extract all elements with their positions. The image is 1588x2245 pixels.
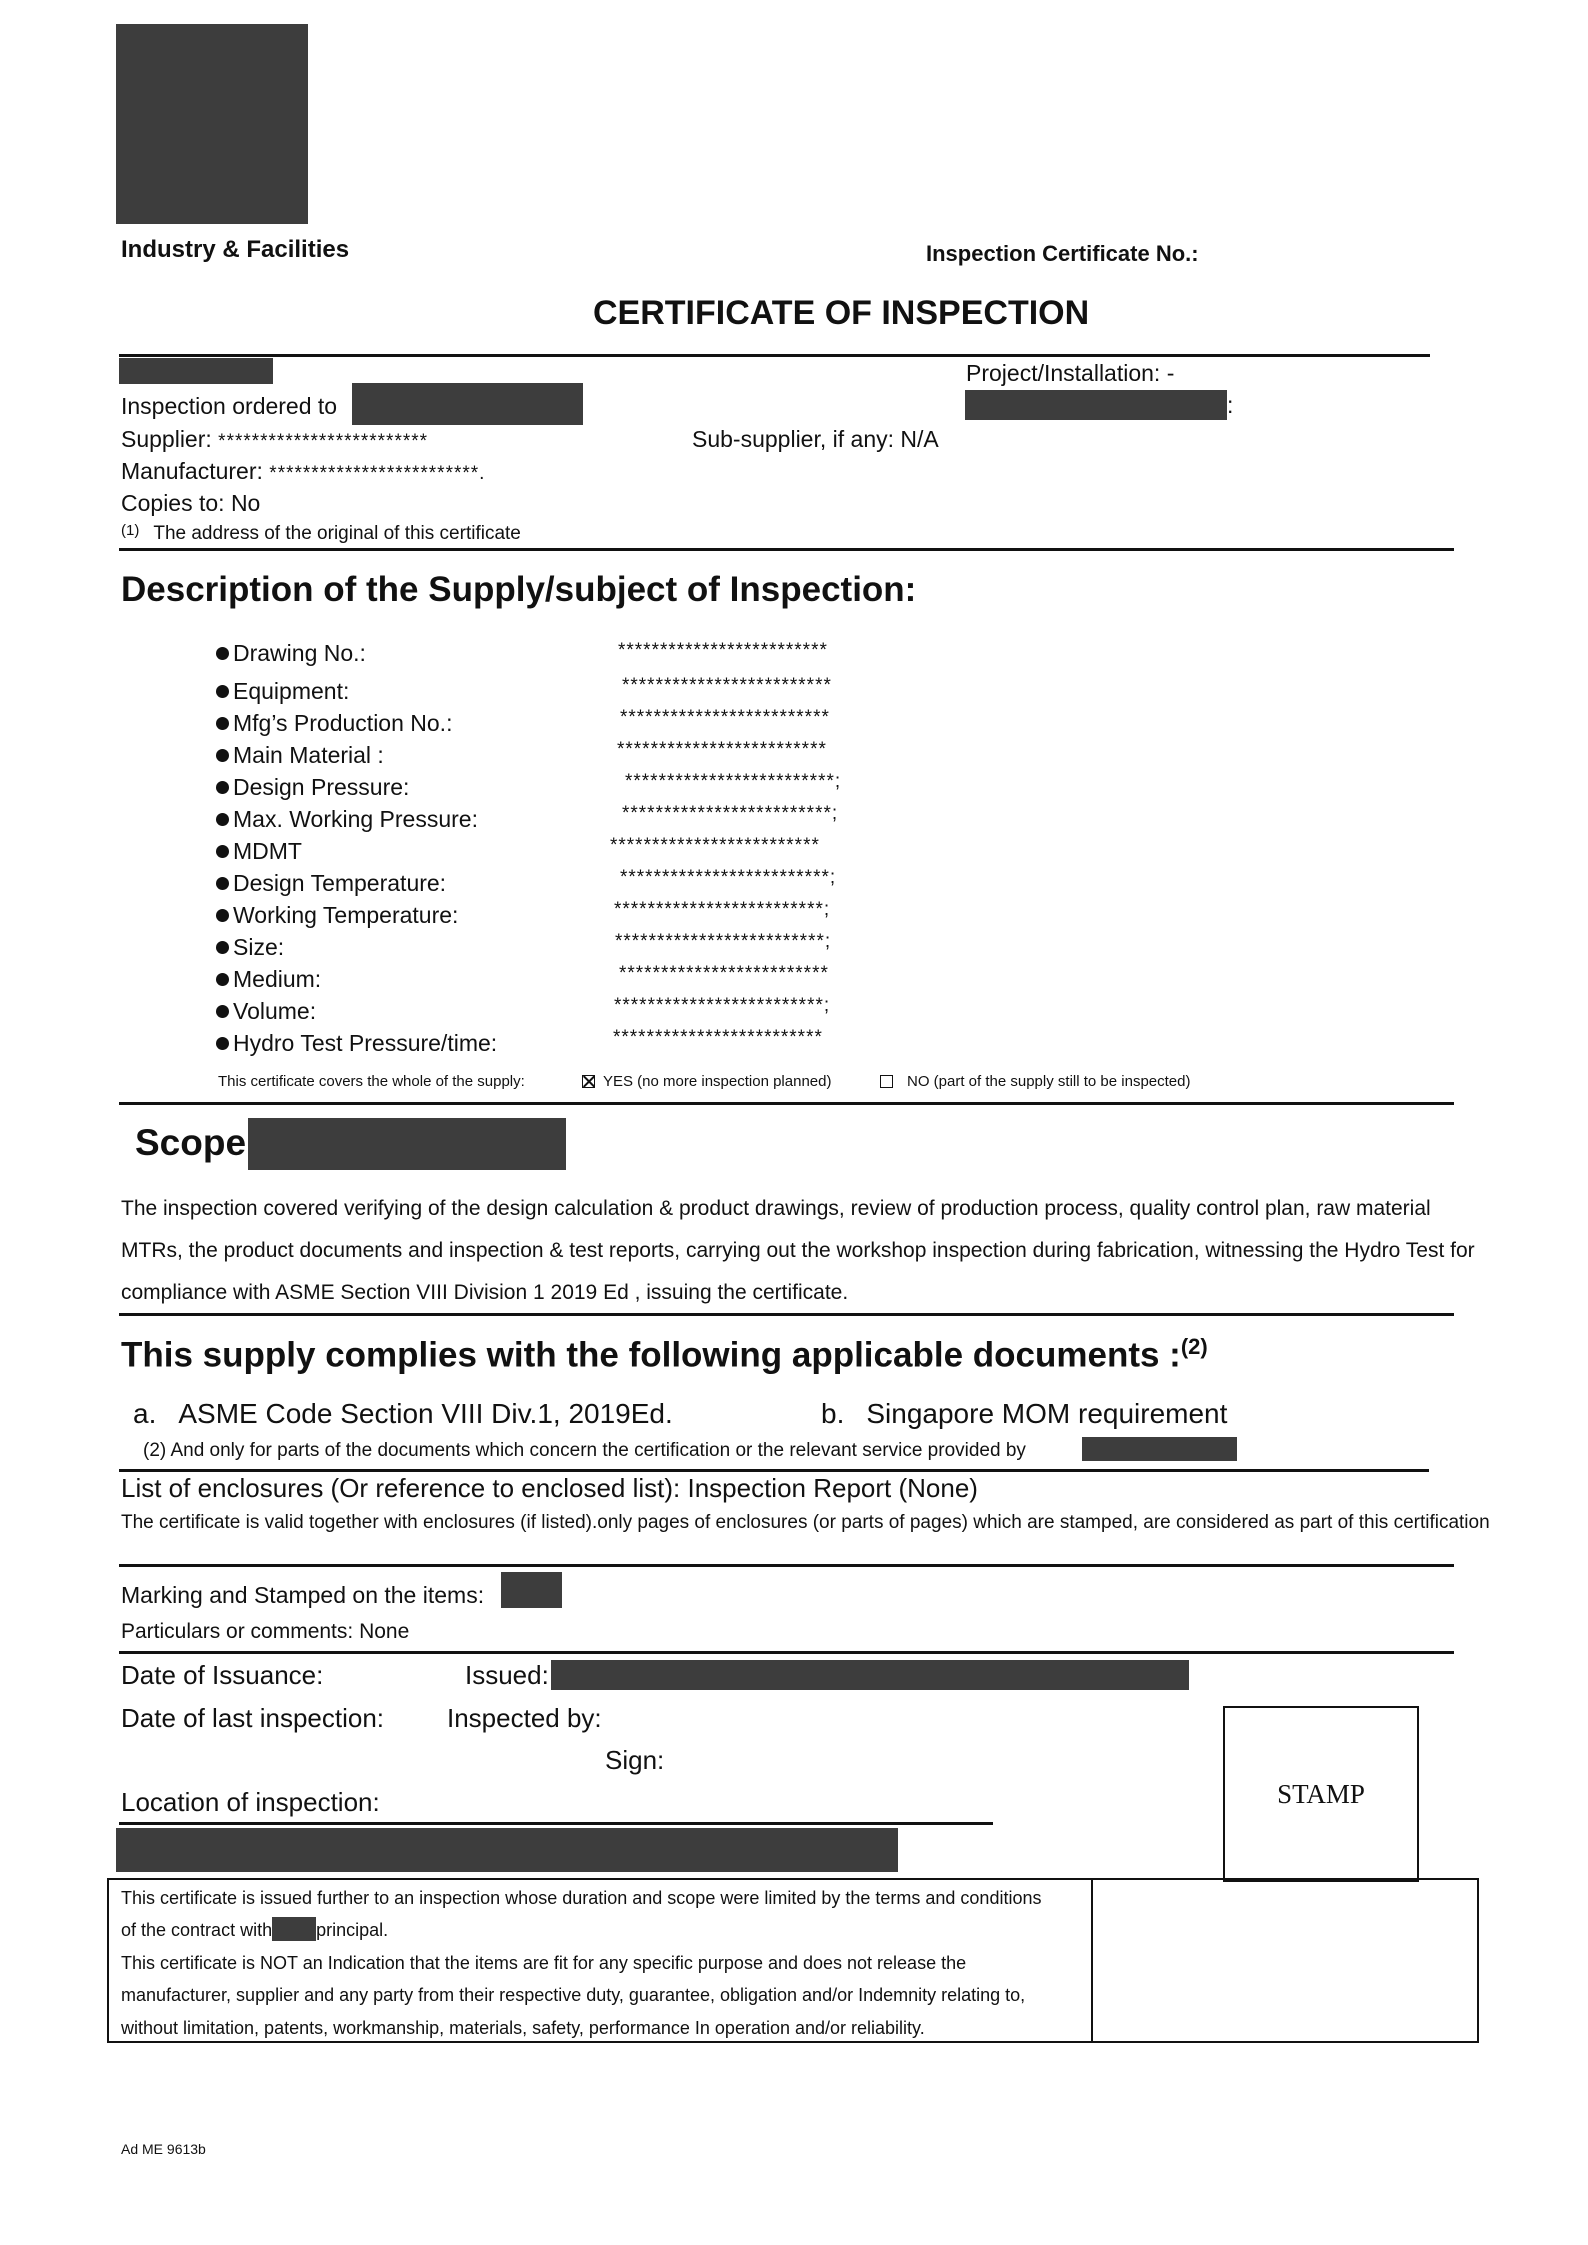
- desc-label: [216, 902, 458, 929]
- bullet-icon: [216, 1005, 229, 1018]
- bullet-icon: [216, 717, 229, 730]
- scope-heading: Scope: [135, 1122, 247, 1163]
- form-code: Ad ME 9613b: [121, 2141, 206, 2157]
- disclaimer-line5: without limitation, patents, workmanship, materials, safety, performance In operation and/or reliability.: [121, 2018, 925, 2038]
- desc-value: *************************: [613, 1027, 823, 1048]
- desc-label: [216, 966, 321, 993]
- desc-value: *************************: [617, 739, 827, 760]
- coverage-yes: [582, 1073, 831, 1090]
- copies-label: Copies to: No: [121, 490, 261, 516]
- desc-label: [216, 838, 302, 865]
- desc-label-text: Drawing No.:: [233, 640, 366, 666]
- stamp-label: STAMP: [1277, 1778, 1365, 1809]
- compliance-footnote: (2) And only for parts of the documents which concern the certification or the relevant service provided by: [143, 1440, 1026, 1461]
- doc-a-marker: a.: [133, 1398, 157, 1429]
- manufacturer-row: [121, 458, 485, 485]
- doc-b: [821, 1398, 1227, 1430]
- doc-b-text: Singapore MOM requirement: [866, 1398, 1228, 1429]
- project-label: Project/Installation: -: [966, 360, 1175, 386]
- bullet-icon: [216, 909, 229, 922]
- desc-label-text: Equipment:: [233, 678, 350, 704]
- compliance-heading-text: This supply complies with the following applicable documents :: [121, 1335, 1181, 1375]
- logo-redacted: [116, 24, 308, 224]
- desc-label: [216, 640, 366, 667]
- desc-value: *************************: [622, 675, 832, 696]
- project-redacted: [965, 390, 1227, 420]
- coverage-no: [880, 1073, 1190, 1090]
- bullet-icon: [216, 813, 229, 826]
- sign-label: Sign:: [605, 1745, 665, 1775]
- divider: [119, 1564, 1454, 1567]
- divider: [119, 1469, 1429, 1472]
- date-issuance-label: Date of Issuance:: [121, 1660, 324, 1690]
- divider: [119, 548, 1454, 551]
- checkbox-checked-icon: [582, 1075, 595, 1088]
- disclaimer-divider: [1091, 1880, 1093, 2041]
- bullet-icon: [216, 973, 229, 986]
- desc-value: *************************;: [622, 803, 839, 824]
- desc-label-text: Hydro Test Pressure/time:: [233, 1030, 498, 1056]
- location-redacted: [116, 1828, 898, 1872]
- cert-no-label: Inspection Certificate No.:: [926, 241, 1199, 266]
- enclosures-validity: The certificate is valid together with enclosures (if listed).only pages of enclosures (or parts of pages) which are stamped, are considered as part of this certification: [121, 1512, 1490, 1533]
- desc-label: [216, 774, 409, 801]
- desc-label-text: Size:: [233, 934, 285, 960]
- supplier-label-text: Supplier:: [121, 426, 212, 452]
- redacted-block: [119, 358, 273, 384]
- ordered-to-redacted: [352, 383, 583, 425]
- desc-value: *************************: [610, 835, 820, 856]
- bullet-icon: [216, 941, 229, 954]
- desc-label: [216, 742, 384, 769]
- compliance-heading-sup: (2): [1180, 1334, 1208, 1359]
- enclosures-list: List of enclosures (Or reference to enclosed list): Inspection Report (None): [121, 1473, 978, 1503]
- disclaimer-line3: This certificate is NOT an Indication that the items are fit for any specific purpose and does not release the: [121, 1953, 967, 1973]
- desc-label-text: Main Material :: [233, 742, 384, 768]
- project-colon: :: [1227, 392, 1234, 418]
- doc-a-text: ASME Code Section VIII Div.1, 2019Ed.: [178, 1398, 673, 1429]
- manufacturer-label: Manufacturer:: [121, 458, 263, 484]
- stamp-box: [1223, 1706, 1419, 1882]
- desc-label-text: Mfg’s Production No.:: [233, 710, 453, 736]
- desc-label-text: Working Temperature:: [233, 902, 459, 928]
- desc-label-text: MDMT: [233, 838, 302, 864]
- desc-label-text: Design Temperature:: [233, 870, 447, 896]
- desc-label: [216, 998, 316, 1025]
- bullet-icon: [216, 1037, 229, 1050]
- desc-label: [216, 678, 349, 705]
- desc-label: [216, 934, 284, 961]
- divider: [119, 354, 1430, 357]
- doc-b-marker: b.: [821, 1398, 845, 1429]
- footnote-text: The address of the original of this certificate: [153, 523, 521, 544]
- manufacturer-value: *************************.: [269, 463, 486, 484]
- supplier-label: [121, 426, 428, 453]
- coverage-row: [218, 1073, 525, 1090]
- subsupplier-label: Sub-supplier, if any: N/A: [692, 426, 939, 452]
- desc-value: *************************;: [620, 867, 837, 888]
- page-title: CERTIFICATE OF INSPECTION: [593, 294, 1090, 332]
- desc-label: [216, 870, 446, 897]
- desc-value: *************************: [618, 640, 828, 661]
- disclaimer-line2b: principal.: [316, 1920, 389, 1940]
- desc-value: *************************: [619, 963, 829, 984]
- checkbox-empty-icon: [880, 1075, 893, 1088]
- scope-redacted: [248, 1118, 566, 1170]
- inspection-ordered-label: Inspection ordered to: [121, 393, 338, 419]
- doc-a: [133, 1398, 673, 1430]
- disclaimer-line2: [121, 1914, 388, 1946]
- description-heading: Description of the Supply/subject of Inspection:: [121, 570, 917, 609]
- scope-text: The inspection covered verifying of the design calculation & product drawings, review of production process, quality control plan, raw material MTRs, the product documents and inspection & test reports, carrying out the workshop inspection during fabrication, witnessing the Hydro Test for compliance with ASME Section VIII Division 1 2019 Ed , issuing the certificate.: [121, 1197, 1475, 1304]
- compliance-heading: [121, 1334, 1208, 1376]
- bullet-icon: [216, 781, 229, 794]
- desc-label-text: Medium:: [233, 966, 322, 992]
- desc-label: [216, 806, 478, 833]
- footnote-marker: (1): [121, 522, 140, 539]
- desc-label: [216, 710, 452, 737]
- disclaimer-line1: This certificate is issued further to an inspection whose duration and scope were limited by the terms and conditions: [121, 1888, 1042, 1908]
- issued-redacted: [551, 1660, 1189, 1690]
- bullet-icon: [216, 877, 229, 890]
- contract-redacted: [272, 1917, 316, 1941]
- desc-label-text: Max. Working Pressure:: [233, 806, 478, 832]
- divider: [119, 1313, 1454, 1316]
- bullet-icon: [216, 845, 229, 858]
- location-label: Location of inspection:: [121, 1787, 380, 1817]
- coverage-label: This certificate covers the whole of the supply:: [218, 1073, 525, 1090]
- desc-value: *************************;: [614, 995, 831, 1016]
- org-name: Industry & Facilities: [121, 236, 350, 263]
- desc-label: [216, 1030, 497, 1057]
- desc-value: *************************;: [614, 899, 831, 920]
- bullet-icon: [216, 749, 229, 762]
- desc-value: *************************;: [615, 931, 832, 952]
- divider: [119, 1651, 1454, 1654]
- issued-label: Issued:: [465, 1660, 549, 1690]
- divider: [119, 1822, 993, 1825]
- coverage-no-text: NO (part of the supply still to be inspected): [907, 1073, 1191, 1090]
- comments: Particulars or comments: None: [121, 1620, 410, 1643]
- supplier-value: *************************: [218, 431, 429, 452]
- bullet-icon: [216, 647, 229, 660]
- provider-redacted: [1082, 1437, 1237, 1461]
- desc-value: *************************: [620, 707, 830, 728]
- disclaimer-line4: manufacturer, supplier and any party from their respective duty, guarantee, obligation and/or Indemnity relating to,: [121, 1985, 1026, 2005]
- footnote-1: [121, 522, 521, 545]
- marking-label: Marking and Stamped on the items:: [121, 1582, 485, 1608]
- disclaimer-line2a: of the contract with: [121, 1920, 273, 1940]
- date-last-inspection-label: Date of last inspection:: [121, 1703, 385, 1733]
- divider: [119, 1102, 1454, 1105]
- bullet-icon: [216, 685, 229, 698]
- desc-value: *************************;: [625, 771, 842, 792]
- coverage-yes-text: YES (no more inspection planned): [603, 1073, 832, 1090]
- marking-redacted: [501, 1572, 562, 1608]
- inspected-by-label: Inspected by:: [447, 1703, 602, 1733]
- desc-label-text: Design Pressure:: [233, 774, 410, 800]
- desc-label-text: Volume:: [233, 998, 317, 1024]
